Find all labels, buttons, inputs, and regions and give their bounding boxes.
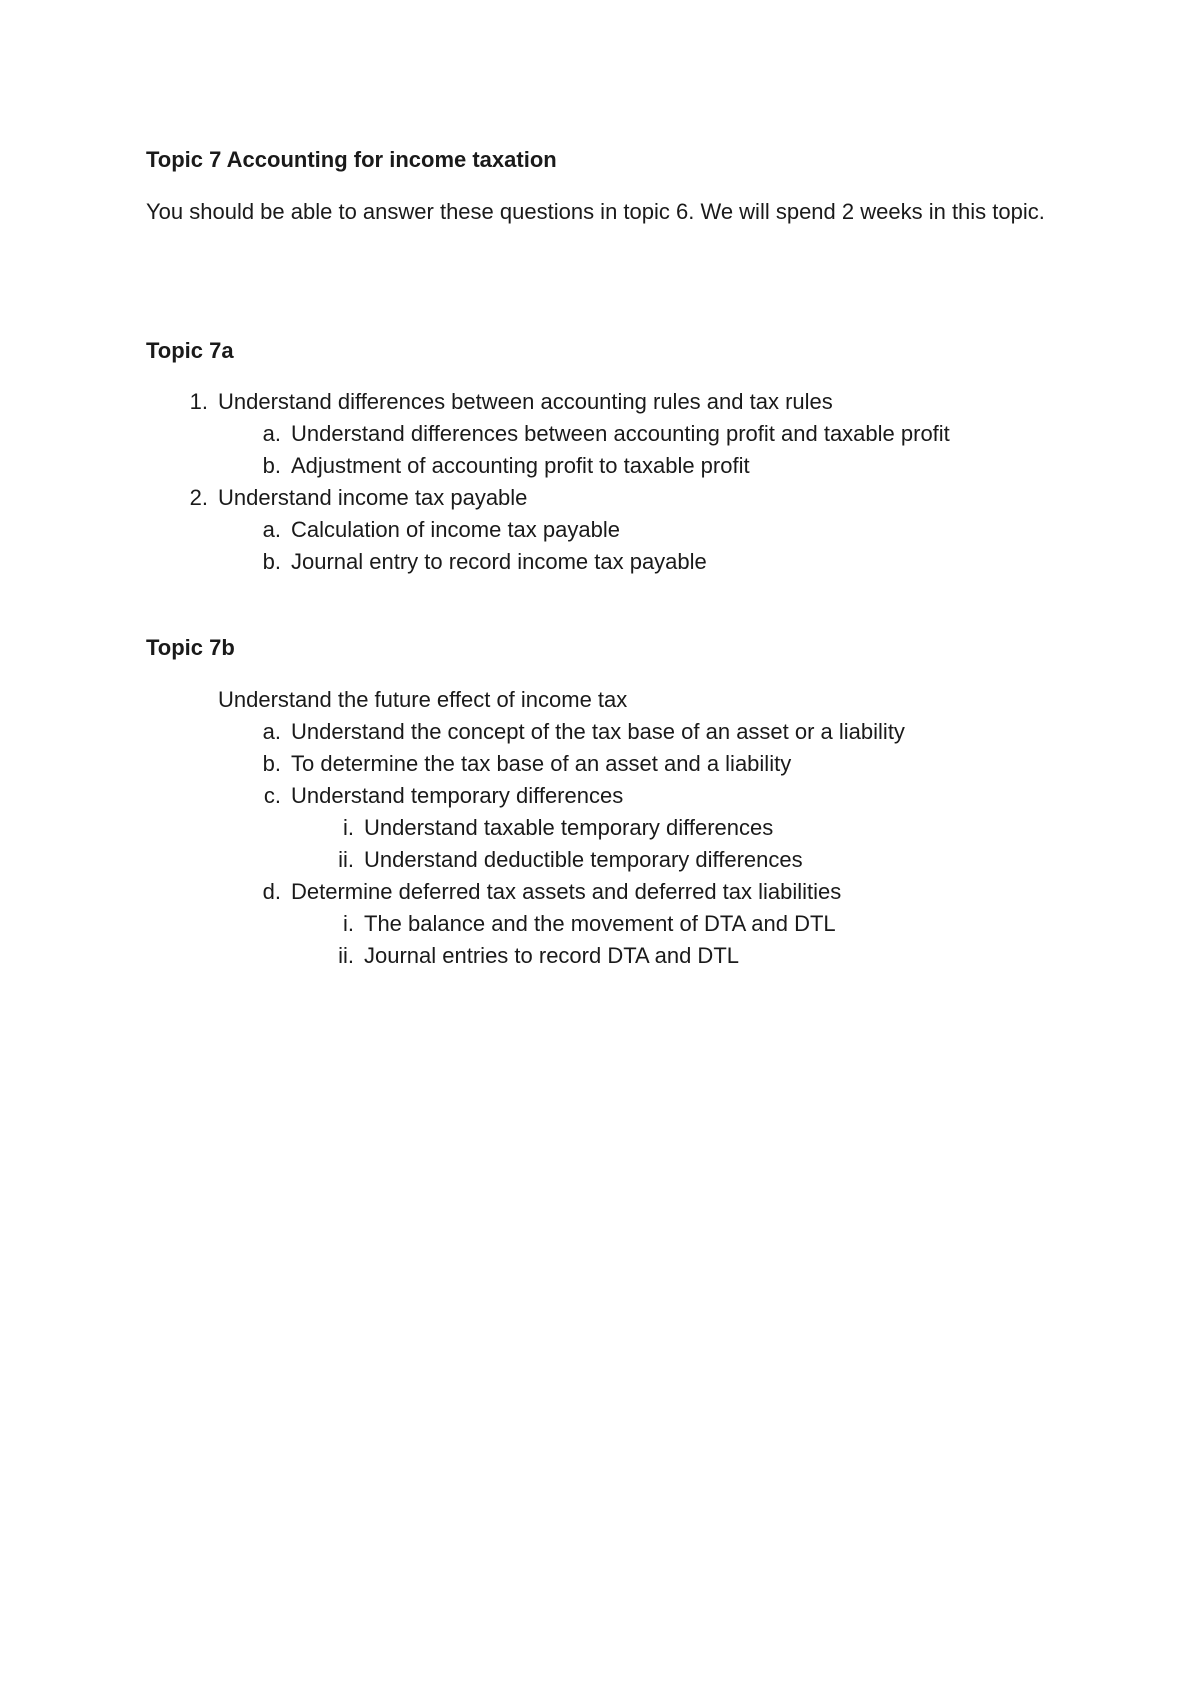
list-item-text: Understand differences between accounting rules and tax rules [218, 389, 833, 414]
list-marker: 2. [189, 485, 208, 510]
list-item-text: Adjustment of accounting profit to taxable profit [291, 453, 750, 478]
topic-7a-heading: Topic 7a [146, 338, 234, 363]
list-lead-text: Understand the future effect of income tax [218, 687, 628, 712]
list-item-text: Determine deferred tax assets and deferred tax liabilities [291, 879, 842, 904]
list-item-text: Understand the concept of the tax base of an asset or a liability [291, 719, 905, 744]
list-item-text: Journal entry to record income tax payable [291, 549, 707, 574]
list-item-text: Understand income tax payable [218, 485, 528, 510]
list-marker: i. [343, 815, 354, 840]
list-marker: b. [262, 453, 281, 478]
list-item-text: Understand temporary differences [291, 783, 624, 808]
topic-7b-heading: Topic 7b [146, 635, 235, 660]
list-marker: b. [262, 751, 281, 776]
list-item-text: Understand deductible temporary differences [364, 847, 803, 872]
document-title: Topic 7 Accounting for income taxation [146, 147, 557, 172]
list-marker: c. [263, 783, 281, 808]
list-marker: ii. [338, 943, 354, 968]
list-item-text: The balance and the movement of DTA and DTL [364, 911, 836, 936]
list-marker: 1. [189, 389, 208, 414]
list-marker: a. [262, 517, 281, 542]
list-item-text: Understand differences between accounting profit and taxable profit [291, 421, 950, 446]
list-marker: i. [343, 911, 354, 936]
list-item-text: Calculation of income tax payable [291, 517, 620, 542]
list-marker: d. [262, 879, 281, 904]
list-item-text: To determine the tax base of an asset and a liability [291, 751, 792, 776]
list-marker: a. [262, 421, 281, 446]
list-marker: ii. [338, 847, 354, 872]
list-item-text: Understand taxable temporary differences [364, 815, 774, 840]
list-marker: b. [262, 549, 281, 574]
intro-paragraph: You should be able to answer these questions in topic 6. We will spend 2 weeks in this topic. [146, 199, 1045, 224]
list-item-text: Journal entries to record DTA and DTL [364, 943, 739, 968]
list-marker: a. [262, 719, 281, 744]
